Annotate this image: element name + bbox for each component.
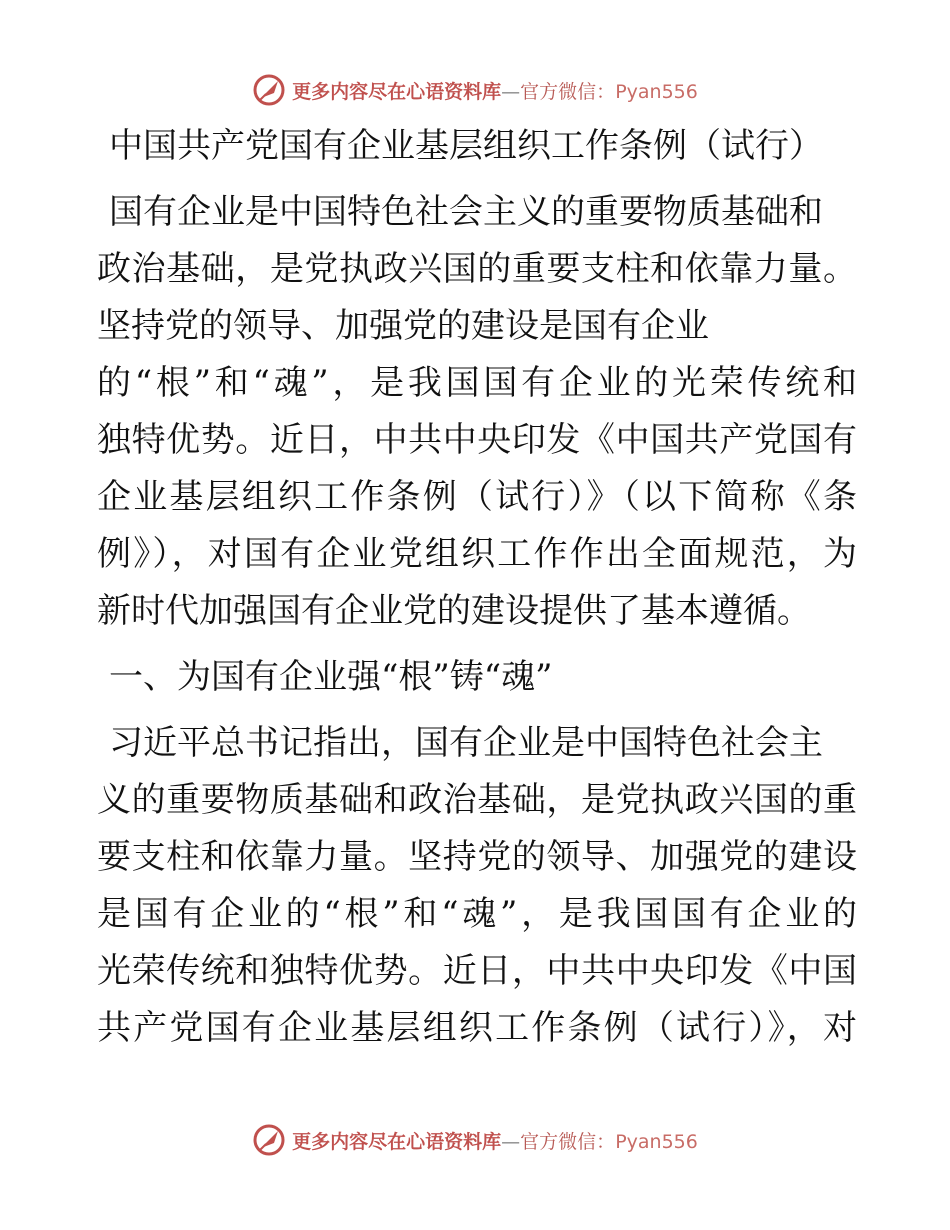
watermark-dash: — <box>501 1130 521 1153</box>
watermark-wechat-label: 官方微信： <box>520 1130 616 1153</box>
document-body <box>97 118 857 1057</box>
quill-logo-icon <box>252 73 286 107</box>
header-watermark-banner <box>0 70 950 110</box>
quill-logo-icon <box>252 1123 286 1157</box>
watermark-main: 更多内容尽在心语资料库 <box>292 80 502 103</box>
watermark-wechat-label: 官方微信： <box>520 80 616 103</box>
paragraph-line: 义的重要物质基础和政治基础，是党执政兴国的重 <box>97 780 857 820</box>
paragraph-line: 要支柱和依靠力量。坚持党的领导、加强党的建设 <box>97 837 857 877</box>
paragraph-line: 政治基础，是党执政兴国的重要支柱和依靠力量。 <box>97 249 857 289</box>
paragraph-line: 共产党国有企业基层组织工作条例（试行）》，对 <box>97 1008 857 1048</box>
paragraph-line: 习近平总书记指出，国有企业是中国特色社会主 <box>109 723 823 763</box>
watermark-dash: — <box>501 80 521 103</box>
paragraph-intro <box>97 184 857 640</box>
paragraph-line: 光荣传统和独特优势。近日，中共中央印发《中国 <box>97 951 857 991</box>
paragraph-line: 例》），对国有企业党组织工作作出全面规范，为 <box>97 534 857 574</box>
watermark-wechat-id: Pyan556 <box>615 1130 698 1153</box>
watermark-main: 更多内容尽在心语资料库 <box>292 1130 502 1153</box>
paragraph-line: 新时代加强国有企业党的建设提供了基本遵循。 <box>97 591 811 631</box>
paragraph-section-one <box>97 715 857 1057</box>
paragraph-line: 企业基层组织工作条例（试行）》（以下简称《条 <box>97 477 857 517</box>
footer-watermark-banner <box>0 1120 950 1160</box>
document-title: 中国共产党国有企业基层组织工作条例（试行） <box>109 126 823 166</box>
paragraph-line: 是国有企业的“根”和“魂”，是我国国有企业的 <box>97 894 857 934</box>
paragraph-line: 独特优势。近日，中共中央印发《中国共产党国有 <box>97 420 857 460</box>
section-heading: 一、为国有企业强“根”铸“魂” <box>109 657 553 697</box>
watermark-text <box>292 1127 698 1154</box>
paragraph-line: 的“根”和“魂”，是我国国有企业的光荣传统和 <box>97 363 857 403</box>
paragraph-line: 国有企业是中国特色社会主义的重要物质基础和 <box>109 192 823 232</box>
watermark-wechat-id: Pyan556 <box>615 80 698 103</box>
watermark-text <box>292 77 698 104</box>
paragraph-line: 坚持党的领导、加强党的建设是国有企业 <box>97 306 709 346</box>
